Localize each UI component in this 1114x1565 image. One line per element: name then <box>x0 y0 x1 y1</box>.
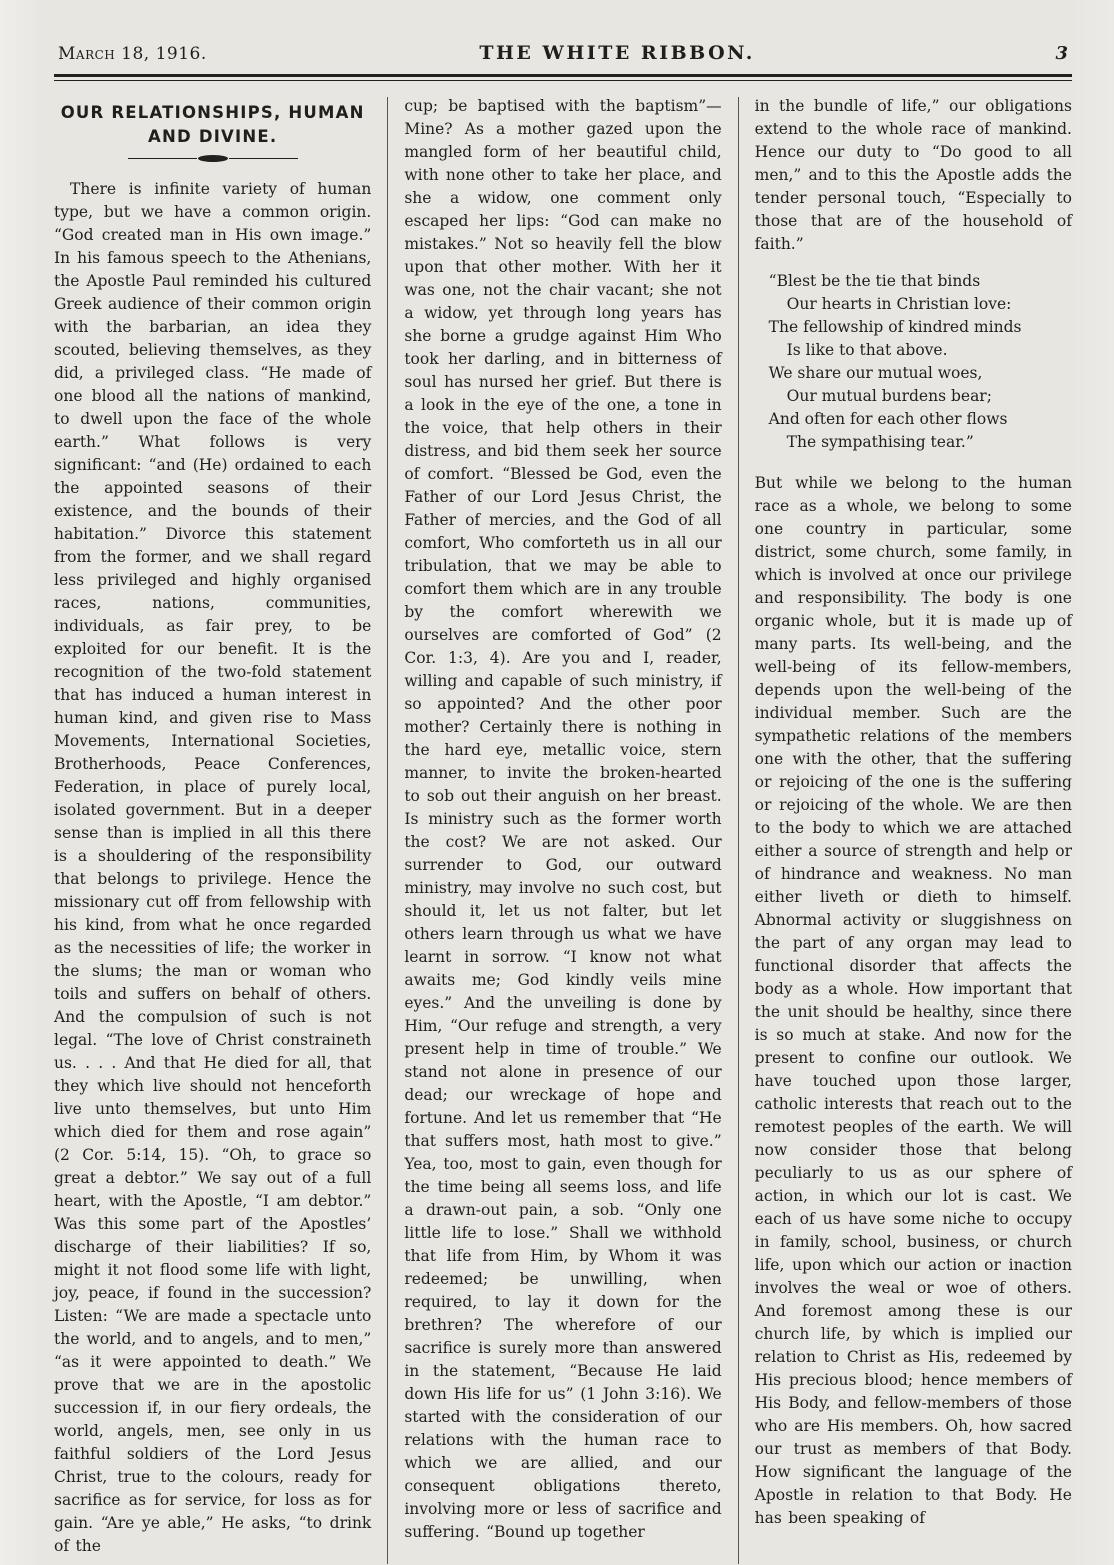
hymn-line: The sympathising tear.” <box>786 433 974 451</box>
column-rule <box>738 97 739 1564</box>
article-title-line-1: OUR RELATIONSHIPS, HUMAN <box>60 103 365 122</box>
hymn-line: Is like to that above. <box>786 341 948 359</box>
header-rule <box>54 74 1072 81</box>
article-title-line-2: AND DIVINE. <box>148 126 278 146</box>
hymn-verse <box>769 270 1072 454</box>
divider-lens-ornament <box>198 155 228 162</box>
column-middle <box>404 95 721 1565</box>
divider-line-right <box>229 158 298 160</box>
hymn-line: We share our mutual woes, <box>768 364 983 382</box>
column-rule <box>387 97 388 1564</box>
column-left-body <box>54 178 371 1558</box>
column-right-body <box>755 95 1072 1530</box>
hymn-line: Our mutual burdens bear; <box>786 387 992 405</box>
hymn-line: Our hearts in Christian love: <box>786 295 1012 313</box>
hymn-line: And often for each other flows <box>768 410 1008 428</box>
hymn-line: “Blest be the tie that binds <box>768 272 981 290</box>
masthead <box>0 0 1114 74</box>
column-middle-body <box>404 95 721 1544</box>
divider-line-left <box>128 158 197 160</box>
column-right <box>755 95 1072 1565</box>
body-paragraph: in the bundle of life,” our obligations extend to the whole race of mankind. Hence our duty to “Do good to all men,” and to this the Apostle adds the tender personal touch, “Especially to those that are of the household of faith.” <box>754 97 1072 253</box>
issue-date: March 18, 1916. <box>58 44 207 64</box>
hymn-line: The fellowship of kindred minds <box>768 318 1022 336</box>
body-paragraph: There is infinite variety of human type, but we have a common origin. “God created man in His own image.” In his famous speech to the Athenians, the Apostle Paul reminded his cultured Greek audience of their common origin with the barbarian, an idea they scouted, believing themselves, as they did, a privileged class. “He made of one blood all the nations of mankind, to dwell upon the face of the whole earth.” What follows is very significant: “and (He) ordained to each the appointed seasons of their existence, and the bounds of their habitation.” Divorce this statement from the former, and we shall regard less privileged and highly organised races, nations, communities, individuals, as fair prey, to be exploited for our benefit. It is the recognition of the two-fold statement that has induced a human interest in human kind, and given rise to Mass Movements, International Societies, Brotherhoods, Peace Conferences, Federation, in place of purely local, isolated government. But in a deeper sense than is implied in all this there is a shouldering of the responsibility that belongs to privilege. Hence the missionary cut off from fellowship with his kind, from what he once regarded as the necessities of life; the worker in the slums; the man or woman who toils and suffers on behalf of others. And the compulsion of such is not legal. “The love of Christ constraineth us. . . . And that He died for all, that they which live should not henceforth live unto themselves, but unto Him which died for them and rose again” (2 Cor. 5:14, 15). “Oh, to grace so great a debtor.” We say out of a full heart, with the Apostle, “I am debtor.” Was this some part of the Apostles’ discharge of their liabilities? If so, might it not flood some life with light, joy, peace, if found in the succession? Listen: “We are made a spectacle unto the world, and to angels, and to men,” “as it were appointed to death.” We prove that we are in the apostolic succession if, in our fiery ordeals, the world, angels, men, see only in us faithful soldiers of the Lord Jesus Christ, true to the colours, ready for sacrifice as for service, for loss as for gain. “Are ye able,” He asks, “to drink of the <box>54 179 372 1555</box>
body-paragraph: But while we belong to the human race as a whole, we belong to some one country in particular, some district, some church, some family, in which is involved at once our privilege and responsibility. The body is one organic whole, but it is made up of many parts. Its well-being, and the well-being of its fellow-members, depends upon the well-being of the individual member. Such are the sympathetic relations of the members one with the other, that the suffering or rejoicing of the one is the suffering or rejoicing of the whole. We are then to the body to which we are attached either a source of strength and help or of hindrance and weakness. No man either liveth or dieth to himself. Abnormal activity or sluggishness on the part of any organ may lead to functional disorder that affects the body as a whole. How important that the unit should be healthy, since there is so much at stake. And now for the present to confine our outlook. We have touched upon those larger, catholic interests that reach out to the remotest peoples of the earth. We will now consider those that belong peculiarly to us as our sphere of action, in which our lot is cast. We each of us have some niche to occupy in family, school, business, or church life, upon which our action or inaction involves the weal or woe of others. And foremost among these is our church life, by which is implied our relation to Christ as His, redeemed by His precious blood; hence members of His Body, and fellow-members of those who are His members. Oh, how sacred our trust as members of that Body. How significant the language of the Apostle in relation to that Body. He has been speaking of <box>754 474 1072 1527</box>
publication-title: THE WHITE RIBBON. <box>479 42 755 64</box>
body-paragraph: cup; be baptised with the baptism”— Mine? As a mother gazed upon the mangled form of her beautiful child, with none other to take her place, and she a widow, one comment only escaped her lips: “God can make no mistakes.” Not so heavily fell the blow upon that other mother. With her it was one, not the chair vacant; she not a widow, yet through long years has she borne a grudge against Him Who took her darling, and in bitterness of soul has nursed her grief. But there is a look in the eye of the one, a tone in the voice, that help others in their distress, and bid them seek her source of comfort. “Blessed be God, even the Father of our Lord Jesus Christ, the Father of mercies, and the God of all comfort, Who comforteth us in all our tribulation, that we may be able to comfort them which are in any trouble by the comfort wherewith we ourselves are comforted of God” (2 Cor. 1:3, 4). Are you and I, reader, willing and capable of such ministry, if so appointed? And the other poor mother? Certainly there is nothing in the hard eye, metallic voice, stern manner, to invite the broken-hearted to sob out their anguish on her breast. Is ministry such as the former worth the cost? We are not asked. Our surrender to God, our outward ministry, may involve no such cost, but should it, let us not falter, but let others learn through us what we have learnt in sorrow. “I know not what awaits me; God kindly veils mine eyes.” And the unveiling is done by Him, “Our refuge and strength, a very present help in time of trouble.” We stand not alone in presence of our dead; our wreckage of hope and fortune. And let us remember that “He that suffers most, hath most to give.” Yea, too, most to gain, even though for the time being all seems loss, and life a drawn-out pain, a sob. “Only one little life to lose.” Shall we withhold that life from Him, by Whom it was redeemed; be unwilling, when required, to lay it down for the brethren? The wherefore of our sacrifice is surely more than answered in the statement, “Because He laid down His life for us” (1 John 3:16). We started with the consideration of our relations with the human race to which we are allied, and our consequent obligations thereto, involving more or less of sacrifice and suffering. “Bound up together <box>404 97 722 1541</box>
column-left <box>54 95 371 1565</box>
title-divider <box>128 155 298 162</box>
article-title <box>54 101 371 149</box>
page-number: 3 <box>1055 43 1068 64</box>
article-columns <box>0 81 1114 1565</box>
